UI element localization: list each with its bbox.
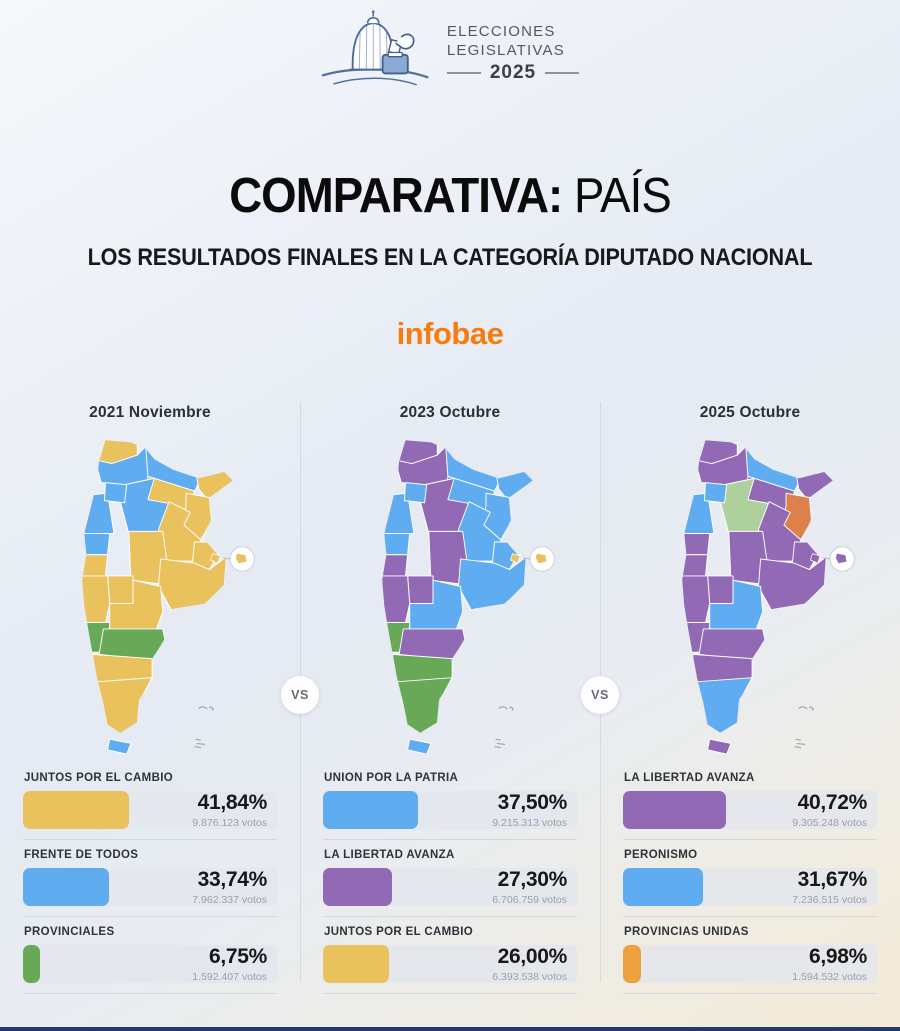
vs-badge-1: VS xyxy=(281,676,319,714)
percentage-value: 37,50% xyxy=(497,791,567,814)
result-entry xyxy=(623,926,877,983)
argentina-map-2021 xyxy=(44,436,256,754)
province-larioja xyxy=(682,534,710,555)
result-numbers xyxy=(492,945,567,983)
province-tucuman xyxy=(704,483,726,503)
result-numbers xyxy=(792,791,867,829)
result-bar xyxy=(323,868,392,906)
province-bsas xyxy=(158,557,226,610)
percentage-value: 26,00% xyxy=(497,945,567,968)
result-bar xyxy=(623,791,726,829)
province-sanjuan xyxy=(682,555,707,576)
logo-year: 2025 xyxy=(489,62,537,83)
party-name: FRENTE DE TODOS xyxy=(24,849,139,861)
result-entry xyxy=(623,772,877,829)
page-title-bold: COMPARATIVA: xyxy=(229,169,563,223)
party-name: UNION POR LA PATRIA xyxy=(324,772,459,784)
votes-count: 7.236.515 votos xyxy=(792,894,867,906)
province-tdf xyxy=(108,739,131,754)
party-name: PROVINCIALES xyxy=(24,926,115,938)
province-sanluis xyxy=(408,576,433,604)
legend-column-2023 xyxy=(300,772,600,1003)
result-bar xyxy=(23,868,109,906)
votes-count: 6.393.538 votos xyxy=(492,971,567,983)
result-bar-track xyxy=(23,791,277,829)
province-santacruz xyxy=(95,678,152,735)
vs-badge-2: VS xyxy=(581,676,619,714)
province-misiones xyxy=(497,470,535,500)
party-name: PERONISMO xyxy=(624,849,698,861)
legend-separator xyxy=(323,916,577,917)
province-bsas xyxy=(458,557,526,610)
page-subtitle: LOS RESULTADOS FINALES EN LA CATEGORÍA DIPUTADO NACIONAL xyxy=(87,244,813,271)
result-numbers xyxy=(492,868,567,906)
legend-separator xyxy=(23,839,277,840)
result-numbers xyxy=(192,868,267,906)
legend-separator xyxy=(323,839,577,840)
result-entry xyxy=(23,772,277,829)
column-year-label: 2021 Noviembre xyxy=(89,404,211,421)
province-sanjuan xyxy=(382,555,407,576)
result-bar-track xyxy=(623,791,877,829)
column-year-label: 2025 Octubre xyxy=(699,404,801,421)
south-islands-doodle xyxy=(495,739,506,747)
party-name: PROVINCIAS UNIDAS xyxy=(624,926,749,938)
party-name: JUNTOS POR EL CAMBIO xyxy=(324,926,474,938)
legend-column-2021 xyxy=(0,772,300,1003)
logo-line-1: ELECCIONES xyxy=(446,23,556,40)
province-santacruz xyxy=(395,678,452,735)
argentina-map-2025 xyxy=(644,436,856,754)
legend-separator xyxy=(623,839,877,840)
party-name: LA LIBERTAD AVANZA xyxy=(624,772,755,784)
legend-separator xyxy=(23,916,277,917)
result-bar-track xyxy=(323,791,577,829)
infobae-logo: infobae xyxy=(396,316,504,351)
province-tdf xyxy=(708,739,731,754)
votes-count: 1.594.532 votos xyxy=(792,971,867,983)
south-islands-doodle xyxy=(795,739,806,747)
malvinas-islands-doodle xyxy=(799,707,813,711)
result-bar-track xyxy=(23,868,277,906)
result-bar-track xyxy=(623,945,877,983)
result-bar xyxy=(23,945,40,983)
malvinas-islands-doodle xyxy=(199,707,213,711)
maps-row xyxy=(0,404,900,754)
votes-count: 9.305.248 votos xyxy=(792,817,867,829)
result-entry xyxy=(23,849,277,906)
percentage-value: 40,72% xyxy=(797,791,867,814)
result-bar-track xyxy=(323,945,577,983)
result-numbers xyxy=(792,868,867,906)
logo-text xyxy=(447,22,579,82)
province-misiones xyxy=(797,470,835,500)
result-numbers xyxy=(192,791,267,829)
percentage-value: 27,30% xyxy=(497,868,567,891)
province-mendoza xyxy=(80,576,110,623)
result-bar xyxy=(323,945,389,983)
province-mendoza xyxy=(380,576,410,623)
result-bar-track xyxy=(623,868,877,906)
votes-count: 7.962.337 votos xyxy=(192,894,267,906)
page-title xyxy=(32,168,869,224)
result-bar xyxy=(323,791,418,829)
argentina-map-2023 xyxy=(344,436,556,754)
capitol-ballot-icon xyxy=(321,10,433,94)
votes-count: 6.706.759 votos xyxy=(492,894,567,906)
map-wrap xyxy=(600,436,900,754)
result-bar-track xyxy=(323,868,577,906)
percentage-value: 6,98% xyxy=(808,945,867,968)
province-bsas xyxy=(758,557,826,610)
logo-year-row xyxy=(447,63,579,82)
page-title-light: PAÍS xyxy=(574,169,671,223)
result-bar xyxy=(623,868,703,906)
result-numbers xyxy=(192,945,267,983)
legend-column-2025 xyxy=(600,772,900,1003)
votes-count: 9.876.123 votos xyxy=(192,817,267,829)
results-row xyxy=(0,772,900,1003)
province-tucuman xyxy=(104,483,126,503)
province-santacruz xyxy=(695,678,752,735)
result-entry xyxy=(623,849,877,906)
province-tucuman xyxy=(404,483,426,503)
map-wrap xyxy=(300,436,600,754)
legend-separator xyxy=(323,993,577,994)
result-entry xyxy=(323,849,577,906)
result-entry xyxy=(323,926,577,983)
south-islands-doodle xyxy=(195,739,206,747)
province-sanjuan xyxy=(82,555,107,576)
logo-line-2: LEGISLATIVAS xyxy=(446,42,565,59)
malvinas-islands-doodle xyxy=(499,707,513,711)
legend-separator xyxy=(623,993,877,994)
province-sanluis xyxy=(708,576,733,604)
result-numbers xyxy=(792,945,867,983)
province-sanluis xyxy=(108,576,133,604)
map-wrap xyxy=(0,436,300,754)
votes-count: 1.592.407 votos xyxy=(192,971,267,983)
percentage-value: 41,84% xyxy=(197,791,267,814)
province-larioja xyxy=(382,534,410,555)
column-year-label: 2023 Octubre xyxy=(399,404,501,421)
province-larioja xyxy=(82,534,110,555)
percentage-value: 6,75% xyxy=(208,945,267,968)
year-column-2021 xyxy=(0,404,300,754)
bottom-accent-strip xyxy=(0,1027,900,1031)
percentage-value: 31,67% xyxy=(797,868,867,891)
dash-left xyxy=(447,72,481,74)
year-column-2025 xyxy=(600,404,900,754)
votes-count: 9.215.313 votos xyxy=(492,817,567,829)
dash-right xyxy=(545,72,579,74)
logo-header xyxy=(0,10,900,94)
province-tdf xyxy=(408,739,431,754)
result-numbers xyxy=(492,791,567,829)
province-mendoza xyxy=(680,576,710,623)
legend-separator xyxy=(23,993,277,994)
party-name: LA LIBERTAD AVANZA xyxy=(324,849,455,861)
result-bar-track xyxy=(23,945,277,983)
result-bar xyxy=(623,945,641,983)
percentage-value: 33,74% xyxy=(197,868,267,891)
result-bar xyxy=(23,791,129,829)
party-name: JUNTOS POR EL CAMBIO xyxy=(24,772,174,784)
result-entry xyxy=(323,772,577,829)
result-entry xyxy=(23,926,277,983)
legend-separator xyxy=(623,916,877,917)
province-misiones xyxy=(197,470,235,500)
year-column-2023 xyxy=(300,404,600,754)
